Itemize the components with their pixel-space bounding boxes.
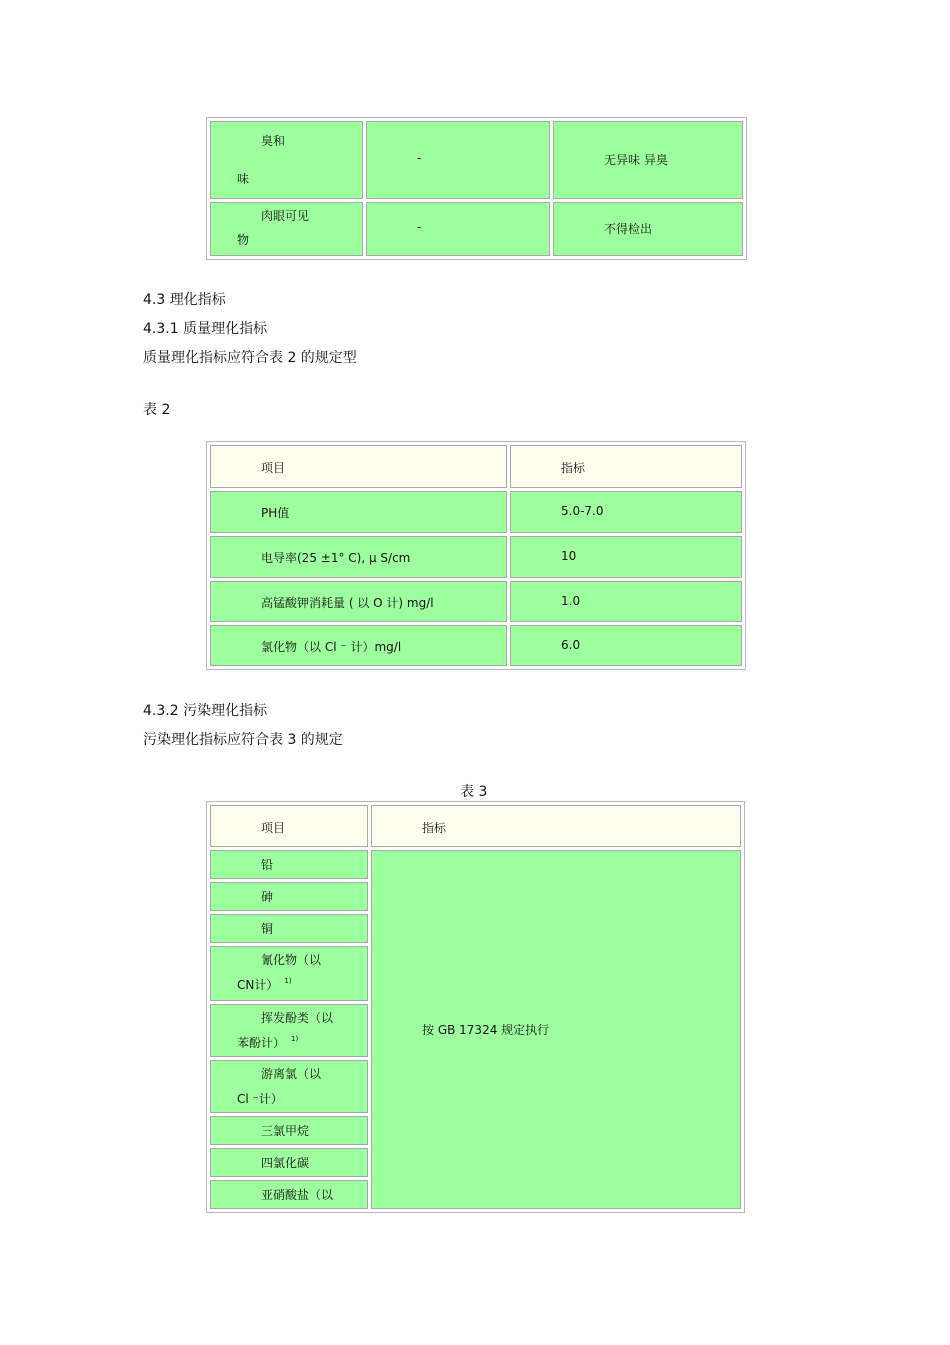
table-cell — [210, 202, 363, 256]
row-item-line1: 氰化物（以 — [261, 953, 322, 967]
row-item-line1: 游离氯（以 — [261, 1067, 322, 1081]
row-item: 砷 — [261, 890, 274, 904]
row-item: 三氯甲烷 — [261, 1124, 310, 1138]
row-item-line1: 挥发酚类（以 — [261, 1011, 334, 1025]
paragraph-4-3-1: 质量理化指标应符合表 2 的规定型 — [143, 350, 357, 366]
table-cell — [210, 121, 363, 199]
table-caption-3: 表 3 — [460, 784, 488, 800]
row-item: 铅 — [261, 858, 274, 872]
table-cell — [210, 491, 507, 533]
header-label: 项目 — [261, 821, 286, 835]
section-heading-4-3-2: 4.3.2 污染理化指标 — [143, 703, 268, 719]
table-row — [210, 121, 743, 199]
footnote-marker: 1) — [284, 977, 292, 985]
row-item: 高锰酸钾消耗量 ( 以 O 计) mg/l — [261, 596, 434, 610]
row-item: 铜 — [261, 922, 274, 936]
table-row — [210, 536, 742, 578]
row-item: 亚硝酸盐（以 — [261, 1188, 334, 1202]
header-cell-item — [210, 445, 507, 488]
section-heading-4-3-1: 4.3.1 质量理化指标 — [143, 321, 268, 337]
row-item: 氯化物（以 Cl ⁻ 计）mg/l — [261, 640, 402, 654]
row-item-line2 — [237, 976, 292, 993]
table-cell — [553, 121, 743, 199]
table-cell — [210, 850, 368, 879]
header-label: 项目 — [261, 461, 286, 475]
header-cell-value — [371, 805, 741, 847]
table-cell — [210, 914, 368, 943]
table-cell — [210, 1180, 368, 1209]
table-header-row — [210, 445, 742, 488]
table-row — [210, 625, 742, 666]
row-item: PH值 — [261, 506, 290, 520]
table-header-row — [210, 805, 741, 847]
cell-value: - — [417, 151, 422, 165]
header-label: 指标 — [422, 821, 447, 835]
table-row — [210, 202, 743, 256]
table-cell — [366, 202, 550, 256]
cell-value: - — [417, 220, 422, 234]
table-cell — [510, 581, 742, 622]
table-cell — [210, 1148, 368, 1177]
row-item-line2: Cl ⁻计） — [237, 1092, 283, 1106]
section-heading-4-3: 4.3 理化指标 — [143, 292, 226, 308]
table-caption-2: 表 2 — [143, 402, 171, 418]
table-cell — [210, 625, 507, 666]
header-cell-value — [510, 445, 742, 488]
table-sensory — [206, 117, 747, 260]
table-cell — [210, 1004, 368, 1057]
row-value: 5.0-7.0 — [561, 504, 604, 518]
row-item-text: CN计） — [237, 978, 279, 992]
table-cell — [210, 536, 507, 578]
table-cell — [510, 491, 742, 533]
table-quality-indicators — [206, 441, 746, 670]
table-pollution-indicators — [206, 801, 745, 1213]
table-cell — [366, 121, 550, 199]
table-row — [210, 850, 741, 879]
row-label-line2: 味 — [237, 172, 250, 186]
table-cell — [210, 946, 368, 1001]
row-value: 10 — [561, 549, 577, 563]
merged-value-cell — [371, 850, 741, 1209]
table-cell — [210, 581, 507, 622]
table-row — [210, 581, 742, 622]
header-label: 指标 — [561, 461, 586, 475]
merged-value: 按 GB 17324 规定执行 — [422, 1023, 550, 1037]
footnote-marker: 1) — [291, 1035, 299, 1043]
paragraph-4-3-2: 污染理化指标应符合表 3 的规定 — [143, 732, 343, 748]
row-label-line2: 物 — [237, 233, 250, 247]
table-cell — [510, 536, 742, 578]
header-cell-item — [210, 805, 368, 847]
row-item-line2 — [237, 1034, 298, 1051]
row-item-text: 苯酚计） — [237, 1036, 286, 1050]
row-item: 四氯化碳 — [261, 1156, 310, 1170]
cell-value: 不得检出 — [604, 222, 653, 236]
cell-value: 无异味 异臭 — [604, 153, 668, 167]
row-label-line1: 臭和 — [261, 134, 286, 148]
table-cell — [210, 1116, 368, 1145]
table-cell — [553, 202, 743, 256]
row-label-line1: 肉眼可见 — [261, 209, 310, 223]
table-cell — [210, 882, 368, 911]
row-item: 电导率(25 ±1° C), μ S/cm — [261, 551, 411, 565]
row-value: 1.0 — [561, 594, 581, 608]
table-row — [210, 491, 742, 533]
table-cell — [210, 1060, 368, 1113]
row-value: 6.0 — [561, 638, 581, 652]
table-cell — [510, 625, 742, 666]
